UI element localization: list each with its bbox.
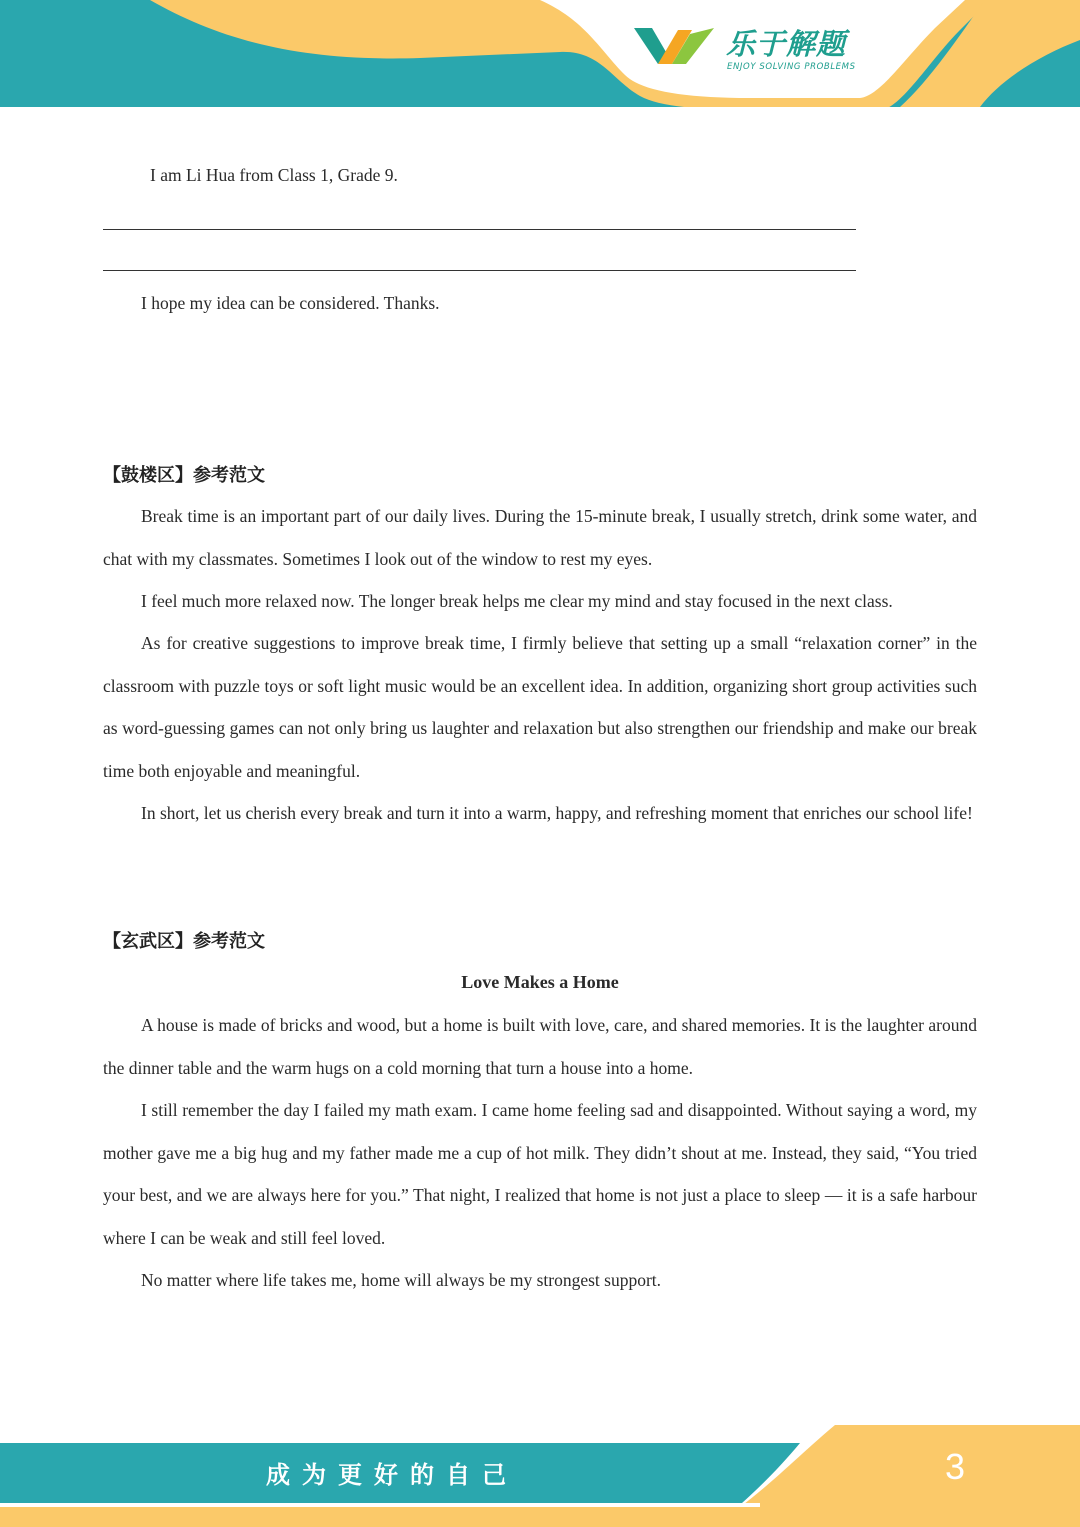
paragraph: Break time is an important part of our daily lives. During the 15-minute break, I usually stretch, drink some water, and chat with my classmates. Sometimes I look out of the window to rest my eyes. <box>103 506 977 569</box>
answer-blank-line <box>103 270 856 271</box>
paragraph: As for creative suggestions to improve break time, I firmly believe that setting up a small “relaxation corner” in the classroom with puzzle toys or soft light music would be an excellent idea. In addition, organizing short group activities such as word-guessing games can not only bring us laughter and relaxation but also strengthen our friendship and make our break time both enjoyable and meaningful. <box>103 633 977 781</box>
page-number: 3 <box>945 1446 966 1487</box>
section-title-xuanwu: 【玄武区】参考范文 <box>103 931 265 952</box>
paragraph: In short, let us cherish every break and turn it into a warm, happy, and refreshing moment that enriches our school life! <box>141 803 973 823</box>
answer-blank-line <box>103 229 856 230</box>
letter-closing: I hope my idea can be considered. Thanks. <box>141 293 440 313</box>
paragraph: I feel much more relaxed now. The longer break helps me clear my mind and stay focused in the next class. <box>141 591 893 611</box>
letter-intro: I am Li Hua from Class 1, Grade 9. <box>150 165 398 185</box>
header-decoration <box>0 0 1080 115</box>
footer-decoration <box>0 1425 1080 1527</box>
page-footer <box>0 1425 1080 1527</box>
page-header <box>0 0 1080 115</box>
logo-mark-icon <box>632 20 716 68</box>
brand-name-cn: 乐于解题 <box>726 27 847 61</box>
brand-logo <box>632 20 872 80</box>
paragraph: I still remember the day I failed my math exam. I came home feeling sad and disappointed. Without saying a word, my mother gave me a big hug and my father made me a cup of hot milk. They didn’t shout at me. Instead, they said, “You tried your best, and we are always here for you.” That night, I realized that home is not just a place to sleep — it is a safe harbour where I can be weak and still feel loved. <box>103 1100 977 1248</box>
paragraph: A house is made of bricks and wood, but a home is built with love, care, and shared memories. It is the laughter around the dinner table and the warm hugs on a cold morning that turn a house into a home. <box>103 1015 977 1078</box>
essay-title: Love Makes a Home <box>461 972 619 992</box>
section-title-gulou: 【鼓楼区】参考范文 <box>103 465 265 486</box>
footer-slogan: 成为更好的自己 <box>266 1461 518 1489</box>
paragraph: No matter where life takes me, home will always be my strongest support. <box>141 1270 662 1290</box>
brand-name-en: ENJOY SOLVING PROBLEMS <box>727 62 856 72</box>
